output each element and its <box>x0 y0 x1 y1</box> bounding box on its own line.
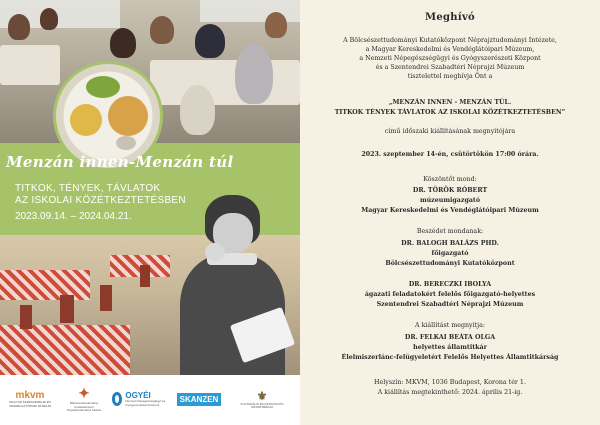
exhibition-name-line-1: „MENZÁN INNEN - MENZÁN TÚL. <box>388 99 512 106</box>
intro-line-5: tisztelettel meghívja Önt a <box>407 73 493 80</box>
greeting-label: Köszöntőt mond: <box>423 176 477 183</box>
greeting-speaker-role: múzeumigazgató <box>419 197 481 204</box>
opener-org: Élelmiszerlánc-felügyeletért Felelős Helyettes Államtitkárság <box>341 354 559 361</box>
invitation-heading: Meghívó <box>424 12 476 23</box>
speaker1-role: főigazgató <box>431 250 469 257</box>
exhibition-caption: című időszaki kiállításának megnyitójára <box>384 128 516 135</box>
greeting-speaker-org: Magyar Kereskedelmi és Vendéglátóipari Múzeum <box>361 207 539 214</box>
ogyei-logo: OGYÉI Nemzeti Népegészségügyi és Gyógyszerészeti Központ <box>112 383 166 415</box>
intro-line-3: a Nemzeti Népegészségügyi és Gyógyszerészeti Központ <box>359 55 541 62</box>
speaker2-name: DR. BERECZKI IBOLYA <box>408 281 492 288</box>
exhibition-name-line-2: TITKOK TÉNYEK TÁVLATOK AZ ISKOLAI KÖZÉTKEZTETÉSBEN” <box>334 109 566 116</box>
venue: Helyszín: MKVM, 1036 Budapest, Korona tér 1. <box>374 379 526 386</box>
speaker2-role: ágazati feladatokért felelős főigazgató-helyettes <box>364 291 536 298</box>
partner-logos <box>0 375 300 425</box>
exhibition-dates: 2023.09.14. – 2024.04.21. <box>15 211 132 222</box>
skanzen-logo: SKANZEN <box>172 383 226 415</box>
opener-role: helyettes államtitkár <box>413 344 487 351</box>
greeting-speaker-name: DR. TÖRÖK RÓBERT <box>412 187 488 194</box>
intro-line-2: a Magyar Kereskedelmi és Vendéglátóipari Múzeum, <box>365 46 535 53</box>
event-datetime: 2023. szeptember 14-én, csütörtökön 17:00 órára. <box>361 151 539 158</box>
speaker1-name: DR. BALOGH BALÁZS PHD. <box>401 240 499 247</box>
ministry-crest-logo: ⚜ KULTURÁLIS ÉS INNOVÁCIÓS MINISZTÉRIUM <box>240 388 284 409</box>
subtitle-line-1: TITKOK, TÉNYEK, TÁVLATOK <box>15 183 161 194</box>
speaker1-org: Bölcsészettudományi Kutatóközpont <box>385 260 515 267</box>
girl-eating-photo <box>165 195 298 375</box>
intro-line-4: és a Szentendrei Szabadtéri Néprajzi Múzeum <box>375 64 525 71</box>
speaker2-org: Szentendrei Szabadtéri Néprajzi Múzeum <box>376 301 524 308</box>
subtitle-line-2: AZ ISKOLAI KÖZÉTKEZTETÉSBEN <box>15 195 186 206</box>
opener-name: DR. FELKAI BEÁTA OLGA <box>404 334 496 341</box>
invitation-panel <box>300 0 600 425</box>
speeches-label: Beszédet mondanak: <box>416 228 484 235</box>
opener-label: A kiállítást megnyitja: <box>415 322 485 329</box>
intro-line-1: A Bölcsészettudományi Kutatóközpont Néprajztudományi Intézete, <box>343 37 557 44</box>
mkvm-logo: mkvm MAGYAR KERESKEDELMI ÉS VENDÉGLÁTÓIPARI MÚZEUM <box>8 390 52 408</box>
viewing-period: A kiállítás megtekinthető: 2024. április 21-ig. <box>377 389 523 396</box>
btk-logo: ✦ Bölcsészettudományi Kutatóközpont Néprajztudományi Intézet <box>66 385 102 413</box>
exhibition-title: Menzán innen-Menzán túl <box>6 153 234 171</box>
